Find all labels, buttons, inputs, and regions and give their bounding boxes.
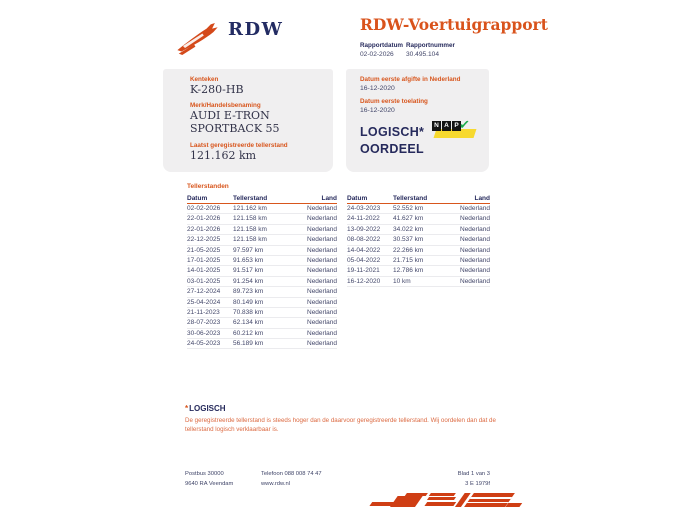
- row-odometer: 89.723 km: [233, 288, 264, 296]
- row-country: Nederland: [307, 340, 337, 348]
- row-odometer: 91.517 km: [233, 267, 264, 275]
- rdw-speed-lines-graphic: [371, 489, 526, 513]
- odometer-label: Laatst geregistreerde tellerstand: [190, 142, 288, 149]
- table-row: [187, 204, 337, 214]
- row-odometer: 56.189 km: [233, 340, 264, 348]
- odometer-table-left: [187, 194, 337, 349]
- row-country: Nederland: [307, 205, 337, 212]
- footer-contact: [261, 469, 322, 489]
- table-row: [187, 214, 337, 224]
- footer-phone: Telefoon 088 008 74 47: [261, 471, 322, 477]
- registration-panel: [346, 69, 489, 172]
- kenteken-label: Kenteken: [190, 76, 219, 83]
- row-country: Nederland: [460, 277, 490, 285]
- odometer-table-right: [347, 194, 490, 287]
- table-row: [187, 329, 337, 339]
- row-country: Nederland: [307, 308, 337, 316]
- row-country: Nederland: [307, 288, 337, 296]
- row-date: 14-04-2022: [347, 246, 381, 254]
- table-row: [187, 339, 337, 349]
- row-date: 05-04-2022: [347, 256, 381, 264]
- table-header-row: [347, 194, 490, 204]
- row-date: 22-12-2025: [187, 236, 221, 244]
- table-row: [187, 298, 337, 308]
- table-row: [187, 277, 337, 287]
- report-number-value: 30.495.104: [406, 51, 440, 58]
- row-odometer: 34.022 km: [393, 225, 424, 233]
- footer-website-link[interactable]: www.rdw.nl: [261, 481, 290, 487]
- row-country: Nederland: [307, 236, 337, 244]
- footer-address-line2: 9640 RA Veendam: [185, 481, 234, 487]
- row-odometer: 121.158 km: [233, 225, 267, 233]
- rdw-eagle-logo-icon: [176, 21, 226, 57]
- table-row: [347, 214, 490, 224]
- table-row: [187, 266, 337, 276]
- header-odometer: Tellerstand: [393, 195, 428, 202]
- first-admission-label: Datum eerste toelating: [360, 98, 428, 105]
- row-country: Nederland: [307, 225, 337, 233]
- footer-address-line1: Postbus 30000: [185, 471, 224, 477]
- row-odometer: 30.537 km: [393, 236, 424, 244]
- nap-letter-a: A: [442, 121, 451, 131]
- row-odometer: 60.212 km: [233, 329, 264, 337]
- row-odometer: 41.627 km: [393, 215, 424, 223]
- footnote-title-text: LOGISCH: [189, 404, 226, 413]
- nap-letter-n: N: [432, 121, 441, 131]
- table-row: [187, 246, 337, 256]
- row-date: 22-01-2026: [187, 215, 221, 223]
- row-date: 02-02-2026: [187, 205, 221, 212]
- row-date: 14-01-2025: [187, 267, 221, 275]
- speed-shape: [425, 502, 456, 506]
- footnote-title: [185, 404, 226, 413]
- row-odometer: 52.552 km: [393, 205, 424, 212]
- row-odometer: 22.266 km: [393, 246, 424, 254]
- table-row: [347, 204, 490, 214]
- row-date: 17-01-2025: [187, 256, 221, 264]
- nap-logo: [432, 116, 480, 141]
- row-odometer: 121.158 km: [233, 215, 267, 223]
- table-row: [347, 225, 490, 235]
- row-country: Nederland: [460, 267, 490, 275]
- odometer-section-title: Tellerstanden: [187, 183, 229, 190]
- judgement-text: [360, 124, 424, 158]
- row-date: 25-04-2024: [187, 298, 221, 306]
- footnote-asterisk: *: [185, 404, 189, 413]
- page-title: RDW-Voertuigrapport: [360, 15, 548, 34]
- row-date: 28-07-2023: [187, 319, 221, 327]
- first-admission-date: 16-12-2020: [360, 107, 395, 114]
- row-date: 21-11-2023: [187, 308, 220, 316]
- speed-shape: [427, 497, 456, 500]
- table-row: [347, 277, 490, 287]
- table-row: [187, 318, 337, 328]
- report-date-value: 02-02-2026: [360, 51, 394, 58]
- row-country: Nederland: [460, 246, 490, 254]
- table-row: [187, 287, 337, 297]
- judgement-line1: LOGISCH*: [360, 125, 425, 139]
- row-odometer: 10 km: [393, 277, 411, 285]
- table-header-row: [187, 194, 337, 204]
- row-country: Nederland: [460, 256, 490, 264]
- row-country: Nederland: [307, 267, 337, 275]
- row-country: Nederland: [460, 236, 490, 244]
- report-number-label: Rapportnummer: [406, 42, 455, 49]
- footer-page-info: [420, 469, 490, 489]
- header-date: Datum: [347, 195, 368, 202]
- table-row: [187, 225, 337, 235]
- row-country: Nederland: [307, 246, 337, 254]
- speed-shape: [429, 493, 456, 496]
- row-odometer: 121.158 km: [233, 236, 267, 244]
- footer-form-code: 3 E 1979f: [465, 481, 490, 487]
- row-date: 30-06-2023: [187, 329, 221, 337]
- vehicle-info-panel: [163, 69, 333, 172]
- footer-address: [185, 469, 233, 489]
- nap-letter-p: P: [452, 121, 461, 131]
- row-country: Nederland: [307, 298, 337, 306]
- row-date: 13-09-2022: [347, 225, 381, 233]
- odometer-value: 121.162 km: [190, 149, 257, 162]
- row-date: 24-11-2022: [347, 215, 380, 223]
- row-country: Nederland: [460, 205, 490, 212]
- table-row: [347, 246, 490, 256]
- row-odometer: 91.653 km: [233, 256, 264, 264]
- row-date: 27-12-2024: [187, 288, 221, 296]
- kenteken-value: K-280-HB: [190, 83, 244, 96]
- footer-page-indicator: Blad 1 van 3: [457, 471, 490, 477]
- row-date: 19-11-2021: [347, 267, 380, 275]
- row-odometer: 121.162 km: [233, 205, 267, 212]
- table-row: [187, 308, 337, 318]
- row-country: Nederland: [307, 277, 337, 285]
- speed-shape: [405, 493, 428, 496]
- row-date: 24-05-2023: [187, 340, 221, 348]
- row-odometer: 97.597 km: [233, 246, 264, 254]
- header-odometer: Tellerstand: [233, 195, 268, 202]
- row-country: Nederland: [460, 225, 490, 233]
- row-date: 16-12-2020: [347, 277, 381, 285]
- merk-label: Merk/Handelsbenaming: [190, 102, 261, 109]
- table-row: [187, 256, 337, 266]
- row-country: Nederland: [307, 319, 337, 327]
- row-odometer: 12.786 km: [393, 267, 424, 275]
- row-odometer: 62.134 km: [233, 319, 264, 327]
- row-odometer: 70.838 km: [233, 308, 264, 316]
- merk-value-line1: AUDI E-TRON: [190, 109, 270, 122]
- footnote-text: De geregistreerde tellerstand is steeds hoger dan de daarvoor geregistreerde tellerstand. Wij oordelen dan dat de tellerstand logisch verklaarbaar is.: [185, 417, 496, 433]
- header-date: Datum: [187, 195, 208, 202]
- row-date: 21-05-2025: [187, 246, 221, 254]
- row-country: Nederland: [307, 256, 337, 264]
- nap-check-icon: ✓: [458, 116, 471, 133]
- first-issue-date: 16-12-2020: [360, 85, 395, 92]
- rdw-wordmark: RDW: [228, 19, 284, 40]
- merk-value-line2: SPORTBACK 55: [190, 122, 280, 135]
- row-date: 24-03-2023: [347, 205, 381, 212]
- row-country: Nederland: [460, 215, 490, 223]
- speed-shape: [506, 503, 522, 507]
- speed-shape: [390, 496, 422, 507]
- table-row: [347, 235, 490, 245]
- row-date: 08-08-2022: [347, 236, 381, 244]
- row-date: 03-01-2025: [187, 277, 221, 285]
- report-date-label: Rapportdatum: [360, 42, 404, 49]
- row-odometer: 80.149 km: [233, 298, 264, 306]
- table-row: [347, 256, 490, 266]
- row-odometer: 91.254 km: [233, 277, 264, 285]
- table-row: [347, 266, 490, 276]
- table-row: [187, 235, 337, 245]
- row-date: 22-01-2026: [187, 225, 221, 233]
- row-odometer: 21.715 km: [393, 256, 424, 264]
- header-country: Land: [321, 195, 337, 202]
- first-issue-label: Datum eerste afgifte in Nederland: [360, 76, 461, 83]
- judgement-line2: OORDEEL: [360, 142, 424, 156]
- row-country: Nederland: [307, 329, 337, 337]
- row-country: Nederland: [307, 215, 337, 223]
- header-country: Land: [474, 195, 490, 202]
